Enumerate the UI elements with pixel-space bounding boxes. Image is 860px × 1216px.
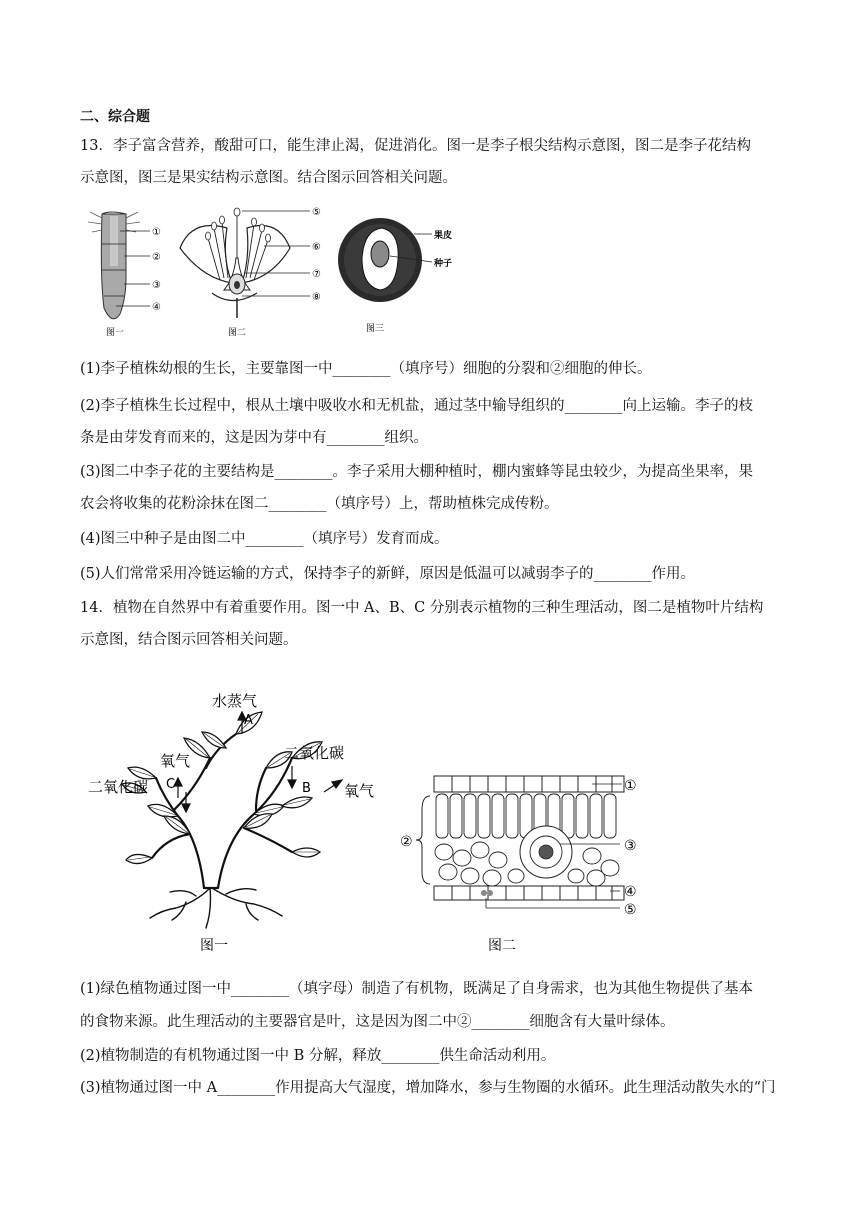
flower-label-5: ⑤ — [312, 207, 321, 218]
q13-part-4: (4)图三中种子是由图二中________（填序号）发育而成。 — [80, 531, 449, 547]
fig2-caption: 图二 — [228, 328, 247, 338]
q13-part-5: (5)人们常常采用冷链运输的方式，保持李子的新鲜，原因是低温可以减弱李子的________作用。 — [80, 566, 696, 582]
q13-part-2-line-1: (2)李子植株生长过程中，根从土壤中吸收水和无机盐，通过茎中输导组织的________向上运输。李子的枝 — [80, 398, 754, 414]
q13-part-2-line-2: 条是由芽发育而来的，这是因为芽中有________组织。 — [80, 430, 428, 446]
label-oxygen-left: 氧气 — [160, 752, 191, 770]
label-C: C — [166, 777, 176, 792]
flower-label-7: ⑦ — [312, 269, 321, 280]
flower-label-6: ⑥ — [312, 242, 321, 253]
flower-figure — [172, 198, 332, 338]
q13-stem-line-2: 示意图，图三是果实结构示意图。结合图示回答相关问题。 — [80, 170, 457, 186]
q13-part-3-line-1: (3)图二中李子花的主要结构是________。李子采用大棚种植时，棚内蜜蜂等昆虫较少，为提高坐果率，果 — [80, 464, 754, 480]
label-A: A — [244, 713, 253, 728]
label-co2-left: 二氧化碳 — [88, 778, 149, 796]
leaf-label-2: ② — [400, 834, 413, 850]
label-co2-right: 二氧化碳 — [284, 744, 345, 762]
q13-stem-line-1: 13．李子富含营养，酸甜可口，能生津止渴，促进消化。图一是李子根尖结构示意图，图二是李子花结构 — [80, 138, 751, 154]
leaf-label-4: ④ — [624, 884, 637, 900]
q14-part-3: (3)植物通过图一中 A________作用提高大气湿度，增加降水，参与生物圈的水循环。此生理活动散失水的“门 — [80, 1080, 776, 1096]
q14-fig2-caption: 图二 — [488, 938, 516, 954]
root-label-2: ② — [152, 252, 161, 263]
root-label-4: ④ — [152, 302, 161, 313]
root-tip-figure — [80, 198, 170, 338]
fruit-label-pericarp: 果皮 — [434, 231, 453, 241]
plant-figure — [86, 688, 386, 958]
leaf-label-3: ③ — [624, 838, 637, 854]
fig1-caption: 图一 — [106, 328, 125, 338]
q14-part-2: (2)植物制造的有机物通过图一中 B 分解，释放________供生命活动利用。 — [80, 1048, 556, 1064]
leaf-section-figure — [396, 760, 646, 960]
label-B: B — [302, 781, 311, 796]
leaf-label-5: ⑤ — [624, 902, 637, 918]
q13-part-1: (1)李子植株幼根的生长，主要靠图一中________（填序号）细胞的分裂和②细胞的伸长。 — [80, 361, 652, 377]
flower-label-8: ⑧ — [312, 292, 321, 303]
q14-part-1-line-1: (1)绿色植物通过图一中________（填字母）制造了有机物，既满足了自身需求，也为其他生物提供了基本 — [80, 981, 754, 997]
section-title: 二、综合题 — [80, 109, 150, 125]
label-oxygen-right: 氧气 — [344, 782, 375, 800]
fruit-label-seed: 种子 — [434, 259, 453, 269]
fruit-figure — [334, 198, 474, 338]
q14-stem-line-2: 示意图，结合图示回答相关问题。 — [80, 632, 298, 648]
q14-stem-line-1: 14．植物在自然界中有着重要作用。图一中 A、B、C 分别表示植物的三种生理活动，图二是植物叶片结构 — [80, 600, 764, 616]
q14-fig1-caption: 图一 — [200, 938, 228, 954]
leaf-label-1: ① — [624, 778, 637, 794]
root-label-3: ③ — [152, 280, 161, 291]
q13-part-3-line-2: 农会将收集的花粉涂抹在图二________（填序号）上，帮助植株完成传粉。 — [80, 496, 559, 512]
fig3-caption: 图三 — [366, 324, 385, 334]
label-water-vapor: 水蒸气 — [212, 692, 258, 710]
root-label-1: ① — [152, 227, 161, 238]
q14-part-1-line-2: 的食物来源。此生理活动的主要器官是叶，这是因为图二中②________细胞含有大量叶绿体。 — [80, 1014, 675, 1030]
